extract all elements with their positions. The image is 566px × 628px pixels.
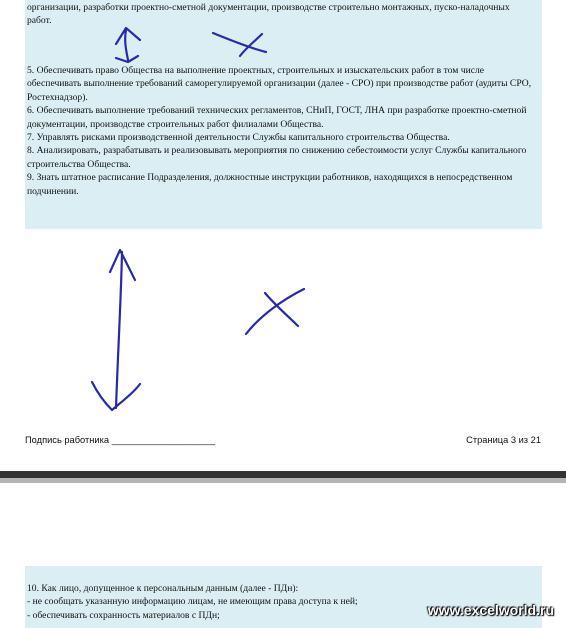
list-item: 9. Знать штатное расписание Подразделения, должностные инструкции работников, находящихся в непосредственном подчинении. [27, 172, 513, 197]
list-item: - не сообщать указанную информацию лицам, не имеющим права доступа к ней; [27, 596, 358, 608]
list-item: 5. Обеспечивать право Общества на выполнение проектных, строительных и изыскательских работ в том числе обеспечивать выполнение требований саморегулируемой организации (далее - СРО) при производстве работ (аудиты СРО, Ростехнадзор). [27, 65, 532, 103]
small-cross-icon [213, 33, 266, 56]
text-block-bottom [25, 566, 542, 628]
page-separator [0, 471, 566, 478]
small-double-arrow-icon [116, 28, 140, 62]
page-separator-shadow [0, 478, 566, 483]
list-item: 6. Обеспечивать выполнение требований технических регламентов, СНиП, ГОСТ, ЛНА при разработке проектно-сметной документации, производстве строительных работ филиалами Общества. [27, 105, 527, 130]
list-item: 7. Управлять рисками производственной деятельности Службы капитального строительства Общества. [27, 132, 450, 144]
signature-line: Подпись работника ____________________ [25, 435, 216, 445]
list-item: 8. Анализировать, разрабатывать и реализовывать мероприятия по снижению себестоимости услуг Службы капитального строительства Общества. [27, 145, 527, 170]
large-cross-icon [246, 289, 304, 334]
list-item: 10. Как лицо, допущенное к персональным данным (далее - ПДн): [27, 583, 299, 594]
watermark: www.excelworld.ru [427, 602, 554, 618]
paragraph-continued: организации, разработки проектно-сметной документации, производстве строительно монтажных, пуско-наладочных работ. [27, 2, 510, 27]
large-double-arrow-icon [92, 250, 140, 410]
page-number: Страница 3 из 21 [466, 435, 541, 445]
list-item: - обеспечивать сохранность материалов с ПДн; [27, 609, 220, 621]
